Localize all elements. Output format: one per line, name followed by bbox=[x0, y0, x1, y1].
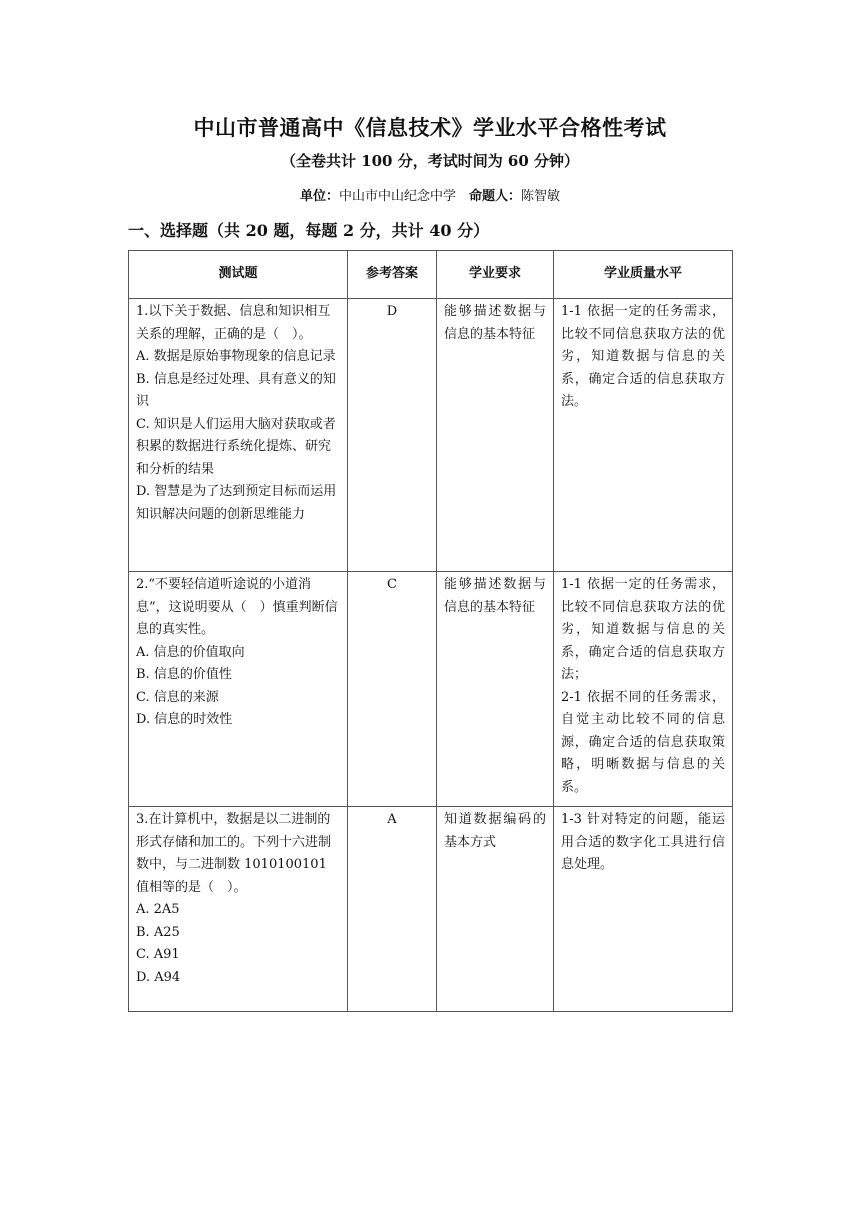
author-value: 陈智敏 bbox=[521, 189, 561, 204]
option-c: C. 知识是人们运用大脑对获取或者积累的数据进行系统化提炼、研究和分析的结果 bbox=[136, 416, 336, 477]
section-title: 一、选择题（共 20 题，每题 2 分，共计 40 分） bbox=[128, 221, 490, 240]
level-text: 2-1 依据不同的任务需求，自觉主动比较不同的信息源，确定合适的信息获取策略，明晰数据与信息的关系。 bbox=[561, 689, 725, 795]
question-text: 2.“不要轻信道听途说的小道消息”，这说明要从（ ）慎重判断信息的真实性。 bbox=[136, 577, 338, 637]
column-header-answer: 参考答案 bbox=[348, 251, 437, 299]
unit-label: 单位： bbox=[299, 189, 339, 204]
level-cell bbox=[554, 299, 733, 572]
author-label: 命题人： bbox=[469, 189, 522, 204]
level-text: 1-1 依据一定的任务需求，比较不同信息获取方法的优劣，知道数据与信息的关系，确定合适的信息获取方法； bbox=[561, 577, 725, 682]
question-text: 3.在计算机中，数据是以二进制的形式存储和加工的。下列十六进制数中，与二进制数 1010100101 值相等的是（ ）。 bbox=[136, 812, 332, 895]
answer-cell: D bbox=[348, 299, 437, 572]
option-c: C. 信息的来源 bbox=[136, 689, 219, 705]
option-b: B. 信息是经过处理、具有意义的知识 bbox=[136, 371, 336, 409]
table-row bbox=[129, 572, 733, 807]
column-header-requirement: 学业要求 bbox=[437, 251, 554, 299]
column-header-level: 学业质量水平 bbox=[554, 251, 733, 299]
table-row bbox=[129, 807, 733, 1012]
level-cell bbox=[554, 572, 733, 807]
answer-cell: C bbox=[348, 572, 437, 807]
table-header-row bbox=[129, 251, 733, 299]
question-cell bbox=[129, 572, 348, 807]
requirement-cell: 能够描述数据与信息的基本特征 bbox=[437, 572, 554, 807]
question-text: 1.以下关于数据、信息和知识相互关系的理解，正确的是（ ）。 bbox=[136, 304, 331, 342]
option-d: D. 智慧是为了达到预定目标而运用知识解决问题的创新思维能力 bbox=[136, 484, 337, 522]
column-header-question: 测试题 bbox=[129, 251, 348, 299]
requirement-cell: 能够描述数据与信息的基本特征 bbox=[437, 299, 554, 572]
level-text: 1-1 依据一定的任务需求，比较不同信息获取方法的优劣，知道数据与信息的关系，确定合适的信息获取方法。 bbox=[561, 304, 725, 409]
requirement-cell: 知道数据编码的基本方式 bbox=[437, 807, 554, 1012]
option-d: D. A94 bbox=[136, 969, 181, 985]
option-d: D. 信息的时效性 bbox=[136, 712, 233, 727]
option-c: C. A91 bbox=[136, 947, 180, 962]
question-table bbox=[128, 250, 733, 1012]
option-a: A. 数据是原始事物现象的信息记录 bbox=[136, 349, 336, 364]
unit-value: 中山市中山纪念中学 bbox=[338, 189, 456, 204]
option-b: B. 信息的价值性 bbox=[136, 667, 232, 682]
level-text: 1-3 针对特定的问题，能运用合适的数字化工具进行信息处理。 bbox=[561, 812, 725, 872]
question-cell bbox=[129, 807, 348, 1012]
exam-title: 中山市普通高中《信息技术》学业水平合格性考试 bbox=[193, 115, 667, 140]
question-cell bbox=[129, 299, 348, 572]
option-b: B. A25 bbox=[136, 924, 180, 940]
option-a: A. 2A5 bbox=[136, 902, 180, 917]
exam-subtitle: （全卷共计 100 分，考试时间为 60 分钟） bbox=[280, 152, 580, 170]
answer-cell: A bbox=[348, 807, 437, 1012]
table-row bbox=[129, 299, 733, 572]
level-cell bbox=[554, 807, 733, 1012]
option-a: A. 信息的价值取向 bbox=[136, 644, 245, 660]
unit-author-line bbox=[0, 185, 860, 204]
